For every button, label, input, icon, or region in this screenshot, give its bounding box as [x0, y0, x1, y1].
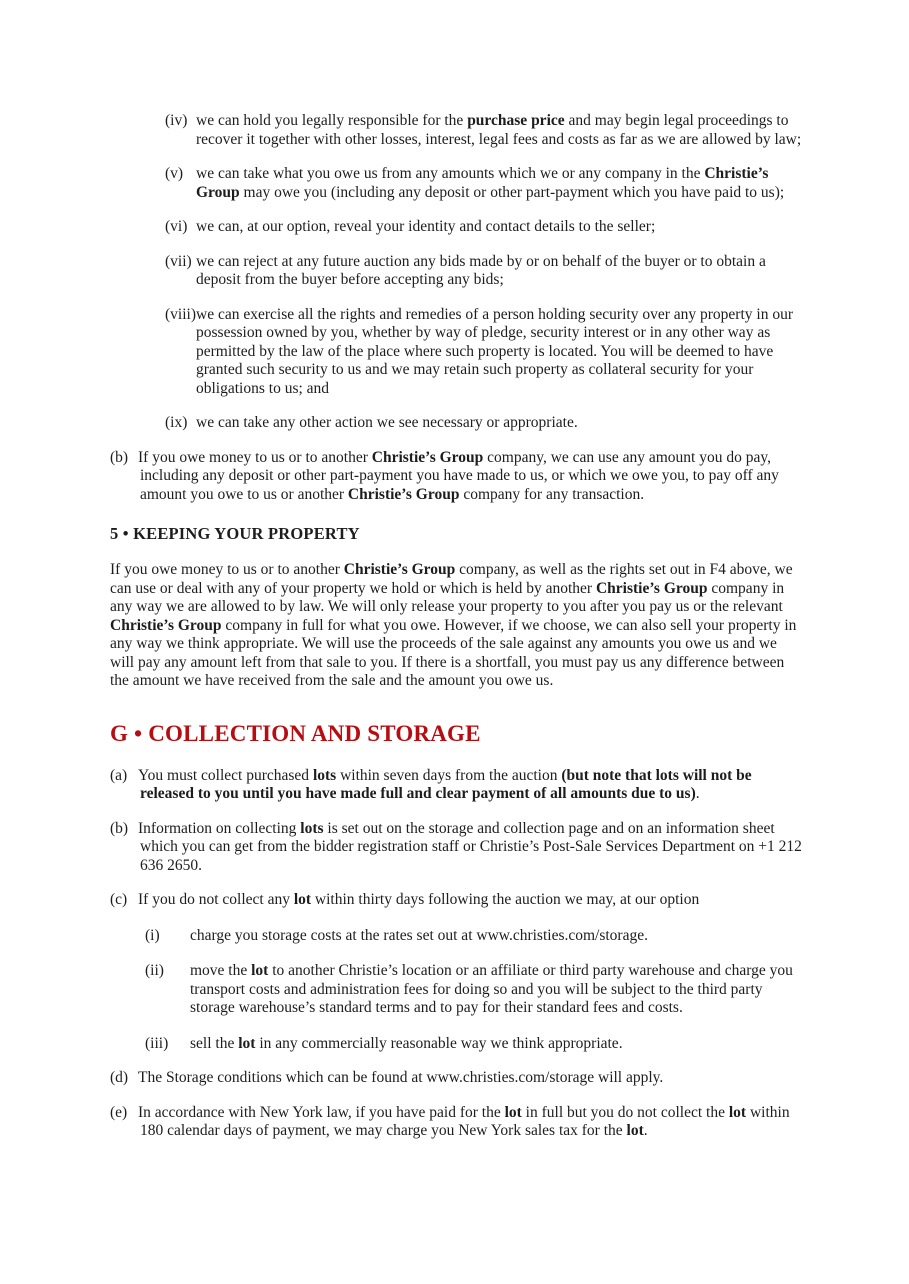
- list-item-text: [196, 165, 784, 201]
- bold-text: lot: [504, 1103, 522, 1121]
- list-item-marker: (c): [110, 891, 128, 908]
- plain-text: move the: [190, 962, 252, 979]
- plain-text: .: [695, 785, 700, 802]
- plain-text: within seven days from the auction: [336, 766, 562, 784]
- remedies-roman-list: [110, 112, 804, 433]
- sub-list: [140, 927, 804, 1054]
- plain-text: sell the: [190, 1034, 239, 1052]
- bold-text: lots: [300, 819, 324, 837]
- list-item: [110, 449, 804, 505]
- bold-text: lots: [312, 766, 337, 784]
- plain-text: and may begin legal proceedings to recover it together with other losses, interest, legal fees and costs as far as we are allowed by law;: [196, 112, 802, 148]
- plain-text: You must collect purchased: [138, 766, 313, 784]
- plain-text: we can reject at any future auction any bids made by or on behalf of the buyer or to obtain a deposit from the buyer before accepting any bids;: [196, 252, 766, 288]
- bold-text: Christie’s Group: [595, 579, 708, 597]
- list-item-text: [196, 306, 793, 397]
- list-item-text: [190, 962, 793, 1016]
- plain-text: charge you storage costs at the rates set out at www.christies.com/storage.: [190, 926, 648, 944]
- list-item-text: [196, 253, 766, 289]
- list-item: [165, 253, 804, 290]
- section5-heading: 5 • KEEPING YOUR PROPERTY: [110, 524, 360, 543]
- list-item: [165, 165, 804, 202]
- plain-text: company in any way we are allowed to by law. We will only release your property to you after you pay us or the relevant: [110, 579, 785, 615]
- plain-text: In accordance with New York law, if you have paid for the: [138, 1103, 505, 1121]
- list-item-marker: (iii): [145, 1034, 169, 1052]
- list-item-marker: (vi): [165, 218, 188, 235]
- list-item: [165, 306, 804, 399]
- list-item-text: [196, 414, 578, 431]
- list-item-marker: (vii): [165, 252, 192, 270]
- list-item-marker: (ii): [145, 962, 164, 979]
- list-item-marker: (ix): [165, 414, 188, 431]
- list-item: [110, 1069, 804, 1088]
- bold-text: Christie’s Group: [343, 561, 456, 578]
- list-item-text: [190, 1035, 623, 1052]
- plain-text: we can, at our option, reveal your identity and contact details to the seller;: [196, 218, 656, 235]
- plain-text: to another Christie’s location or an affiliate or third party warehouse and charge you transport costs and administration fees for doing so and you will be subject to the third party storage warehouse’s standard terms and to pay for their standard fees and costs.: [190, 962, 793, 1016]
- plain-text: If you owe money to us or to another: [110, 561, 344, 578]
- plain-text: may owe you (including any deposit or other part-payment which you have paid to us);: [239, 183, 785, 201]
- plain-text: we can hold you legally responsible for the: [196, 112, 468, 129]
- clause-b-list: [110, 449, 804, 505]
- plain-text: we can exercise all the rights and remedies of a person holding security over any property in our possession owned by you, whether by way of pledge, security interest or in any other way as permitted by the law of the place where such property is located. You will be deemed to have granted such security to us and we may retain such property as collateral security for your obligations to us; and: [196, 305, 793, 397]
- list-item-text: [138, 891, 699, 908]
- bold-text: lot: [238, 1034, 256, 1052]
- plain-text: .: [643, 1122, 648, 1139]
- section5-paragraph: [110, 561, 804, 691]
- list-item-text: [138, 1104, 790, 1140]
- plain-text: company for any transaction.: [459, 485, 645, 503]
- list-item-marker: (i): [145, 926, 160, 944]
- plain-text: company, we can use any amount you do pay, including any deposit or other part-payment you have made to us, or which we owe you, to pay off any amount you owe to us or another: [140, 448, 779, 503]
- list-item: [145, 927, 804, 946]
- plain-text: company, as well as the rights set out in F4 above, we can use or deal with any of your property we hold or which is held by another: [110, 561, 793, 597]
- list-item-text: [138, 767, 752, 803]
- list-item-marker: (d): [110, 1069, 129, 1086]
- bold-text: Christie’s Group: [196, 165, 769, 201]
- list-item: [110, 891, 804, 1053]
- collection-storage-list: [110, 767, 804, 1141]
- plain-text: in any commercially reasonable way we think appropriate.: [255, 1034, 623, 1052]
- list-item-text: [196, 112, 801, 148]
- bold-text: lot: [293, 891, 312, 908]
- list-item: [145, 1035, 804, 1054]
- bold-text: Christie’s Group: [371, 448, 484, 466]
- plain-text: we can take any other action we see necessary or appropriate.: [196, 414, 578, 431]
- list-item: [110, 1104, 804, 1141]
- bold-text: lot: [251, 962, 269, 979]
- list-item-marker: (iv): [165, 112, 188, 129]
- list-item: [165, 414, 804, 433]
- document-content: [110, 112, 804, 1141]
- list-item-text: [138, 1069, 663, 1086]
- bold-text: lot: [626, 1122, 644, 1139]
- list-item: [165, 112, 804, 149]
- list-item-marker: (b): [110, 819, 129, 837]
- sectionG-heading: G • COLLECTION AND STORAGE: [110, 720, 481, 746]
- bold-text: lot: [728, 1103, 747, 1121]
- plain-text: If you owe money to us or to another: [138, 448, 372, 466]
- plain-text: in full but you do not collect the: [521, 1103, 729, 1121]
- list-item-marker: (viii): [165, 305, 196, 323]
- plain-text: The Storage conditions which can be found at www.christies.com/storage will apply.: [138, 1069, 664, 1086]
- list-item-marker: (v): [165, 165, 184, 182]
- plain-text: company in full for what you owe. However, if we choose, we can also sell your property in any way we think appropriate. We will use the proceeds of the sale against any amounts you owe us and we will pay any amount left from that sale to you. If there is a shortfall, you must pay us any difference between the amount we have received from the sale and the amount you owe us.: [110, 616, 797, 689]
- list-item-marker: (b): [110, 448, 129, 466]
- list-item-text: [190, 927, 648, 944]
- list-item-text: [196, 218, 655, 235]
- bold-text: Christie’s Group: [110, 616, 222, 634]
- list-item: [110, 767, 804, 804]
- bold-text: purchase price: [467, 112, 565, 129]
- list-item: [145, 962, 804, 1018]
- plain-text: is set out on the storage and collection page and on an information sheet which you can get from the bidder registration staff or Christie’s Post-Sale Services Department on +1 212 636 2650.: [140, 819, 802, 874]
- plain-text: Information on collecting: [138, 819, 301, 837]
- list-item-marker: (e): [110, 1103, 128, 1121]
- bold-text: (but note that lots will not be released to you until you have made full and clear payment of all amounts due to us): [140, 766, 752, 802]
- list-item-text: [138, 820, 802, 874]
- list-item: [110, 820, 804, 876]
- plain-text: within thirty days following the auction we may, at our option: [311, 891, 700, 908]
- list-item-text: [138, 449, 779, 503]
- list-item-marker: (a): [110, 766, 128, 784]
- plain-text: we can take what you owe us from any amounts which we or any company in the: [196, 165, 705, 182]
- plain-text: If you do not collect any: [138, 891, 294, 908]
- list-item: [165, 218, 804, 237]
- bold-text: Christie’s Group: [347, 485, 460, 503]
- plain-text: within 180 calendar days of payment, we may charge you New York sales tax for the: [140, 1103, 790, 1139]
